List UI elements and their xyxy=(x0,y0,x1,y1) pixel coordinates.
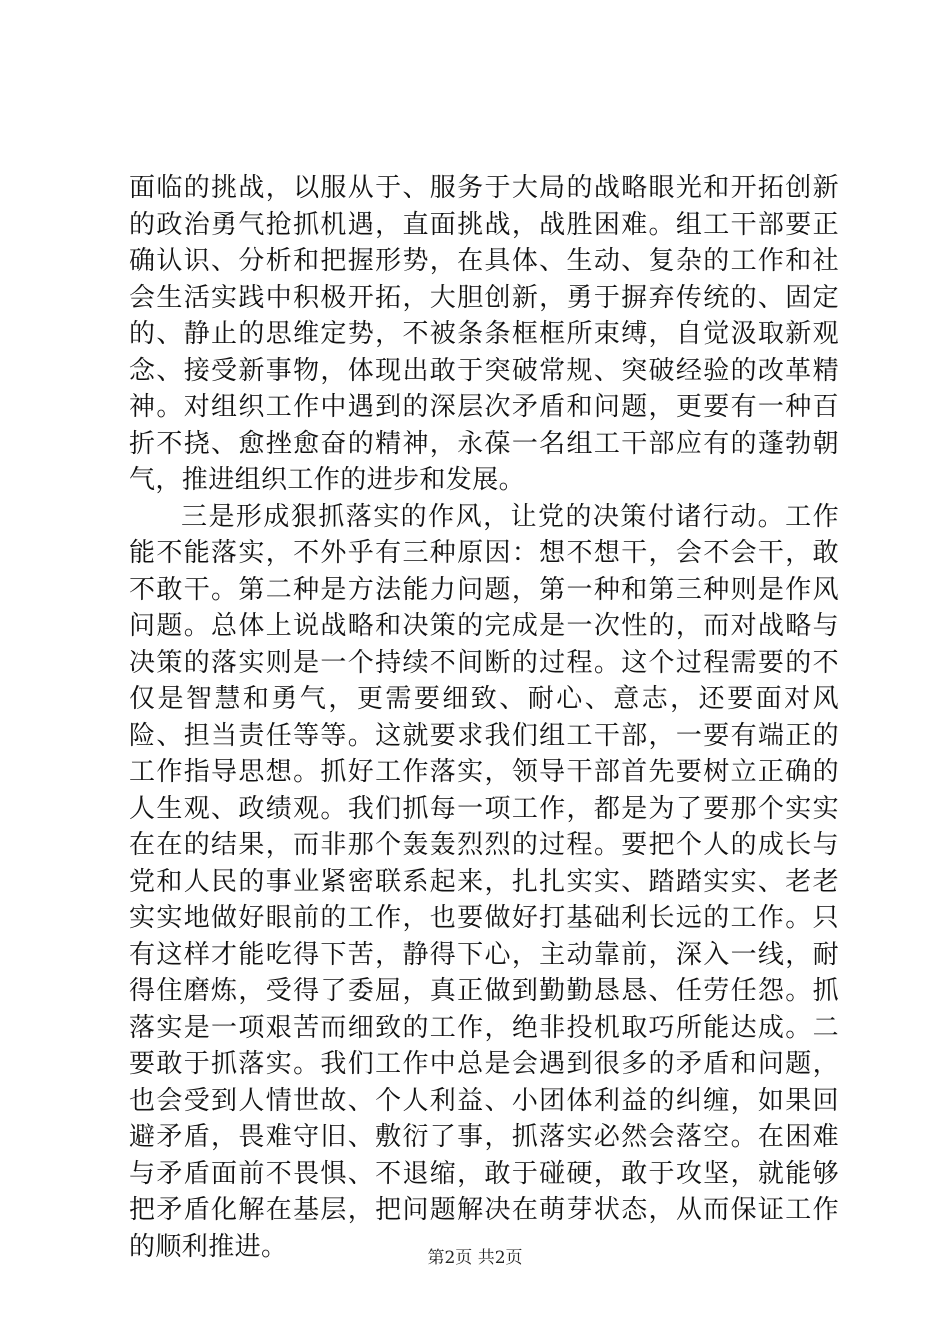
paragraph-continuation: 面临的挑战，以服从于、服务于大局的战略眼光和开拓创新的政治勇气抢抓机遇，直面挑战，战胜困难。组工干部要正确认识、分析和把握形势，在具体、生动、复杂的工作和社会生活实践中积极开拓，大胆创新，勇于摒弃传统的、固定的、静止的思维定势，不被条条框框所束缚，自觉汲取新观念、接受新事物，体现出敢于突破常规、突破经验的改革精神。对组织工作中遇到的深层次矛盾和问题，更要有一种百折不挠、愈挫愈奋的精神，永葆一名组工干部应有的蓬勃朝气，推进组织工作的进步和发展。 xyxy=(129,173,839,495)
document-body xyxy=(129,170,839,1265)
page-number-footer: 第2页 共2页 xyxy=(427,1248,523,1268)
paragraph-third-point: 三是形成狠抓落实的作风，让党的决策付诸行动。工作能不能落实，不外乎有三种原因：想不想干，会不会干，敢不敢干。第二种是方法能力问题，第一种和第三种则是作风问题。总体上说战略和决策的完成是一次性的，而对战略与决策的落实则是一个持续不间断的过程。这个过程需要的不仅是智慧和勇气，更需要细致、耐心、意志，还要面对风险、担当责任等等。这就要求我们组工干部，一要有端正的工作指导思想。抓好工作落实，领导干部首先要树立正确的人生观、政绩观。我们抓每一项工作，都是为了要那个实实在在的结果，而非那个轰轰烈烈的过程。要把个人的成长与党和人民的事业紧密联系起来，扎扎实实、踏踏实实、老老实实地做好眼前的工作，也要做好打基础利长远的工作。只有这样才能吃得下苦，静得下心，主动靠前，深入一线，耐得住磨炼，受得了委屈，真正做到勤勤恳恳、任劳任怨。抓落实是一项艰苦而细致的工作，绝非投机取巧所能达成。二要敢于抓落实。我们工作中总是会遇到很多的矛盾和问题，也会受到人情世故、个人利益、小团体利益的纠缠，如果回避矛盾，畏难守旧、敷衍了事，抓落实必然会落空。在困难与矛盾面前不畏惧、不退缩，敢于碰硬，敢于攻坚，就能够把矛盾化解在基层，把问题解决在萌芽状态，从而保证工作的顺利推进。 xyxy=(129,501,839,1262)
